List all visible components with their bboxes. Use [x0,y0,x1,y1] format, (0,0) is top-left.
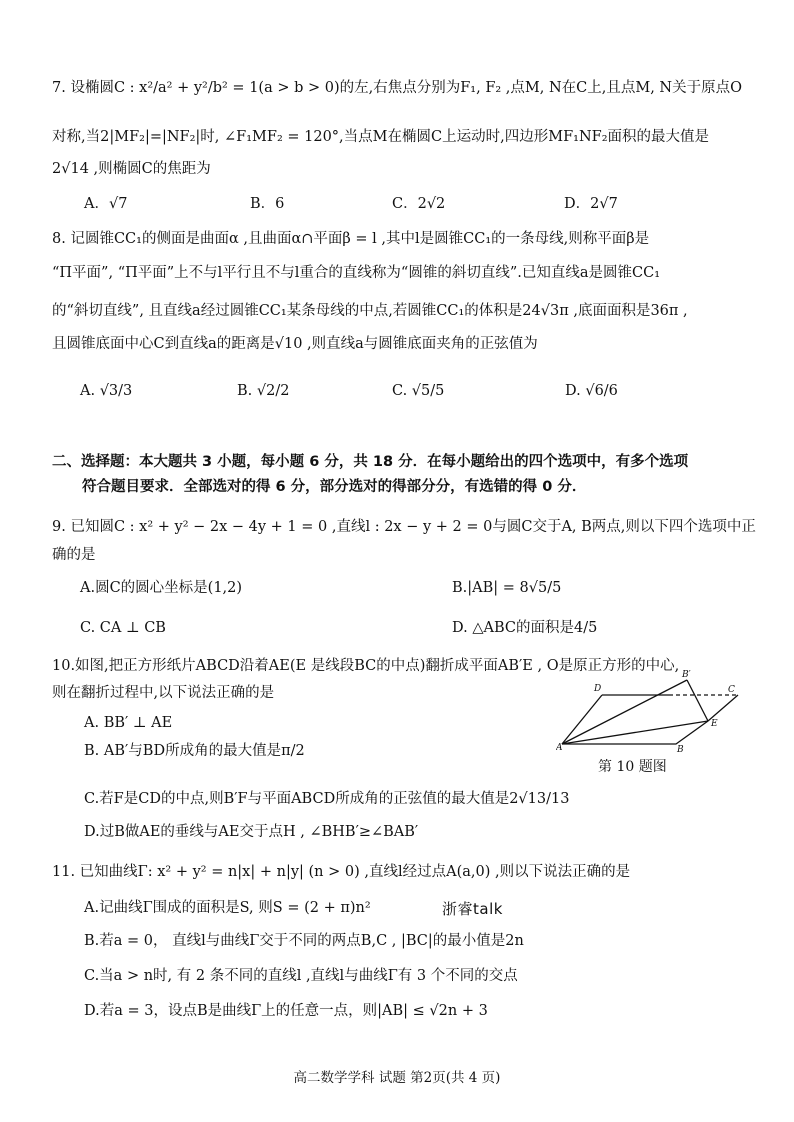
section2-heading: 二、选择题：本大题共 3 小题，每小题 6 分，共 18 分．在每小题给出的四个选项中，有多个选项 [52,454,689,470]
q9-line1: 9. 已知圆C : x² + y² − 2x − 4y + 1 = 0 ,直线l : 2x − y + 2 = 0与圆C交于A, B两点,则以下四个选项中正 [52,519,756,535]
fig-label-b: B [677,745,684,754]
q10-figure [556,668,746,754]
q8-option-a: A. √3/3 [80,383,133,399]
fig-label-bprime: B′ [682,670,691,680]
fig-label-a: A [556,743,563,753]
watermark: 浙睿talk [442,900,503,918]
q10-line1: 10.如图,把正方形纸片ABCD沿着AE(E 是线段BC的中点)翻折成平面AB′E , O是原正方形的中心, [52,658,680,674]
q10-option-a: A. BB′ ⊥ AE [84,715,173,731]
section2-heading-cont: 符合题目要求．全部选对的得 6 分，部分选对的得部分分，有选错的得 0 分． [82,479,587,495]
q7-option-d: D．2√7 [564,196,618,212]
q7-option-b: B．6 [250,196,285,212]
q7-line2: 对称,当2|MF₂|=|NF₂|时, ∠F₁MF₂ = 120°,当点M在椭圆C上运动时,四边形MF₁NF₂面积的最大值是 [52,129,710,145]
q9-option-b: B.|AB| = 8√5/5 [452,580,562,596]
q8-line1: 8. 记圆锥CC₁的侧面是曲面α ,且曲面α∩平面β = l ,其中l是圆锥CC₁的一条母线,则称平面β是 [52,231,650,247]
q10-option-b: B. AB′与BD所成角的最大值是π/2 [84,743,305,759]
fig-edge-bpe [687,680,708,721]
fig-edge-ad [562,695,602,744]
q11-option-a: A.记曲线Γ围成的面积是S, 则S = (2 + π)n² [84,900,371,916]
q9-option-a: A.圆C的圆心坐标是(1,2) [80,580,243,596]
q11-option-b: B.若a = 0， 直线l与曲线Γ交于不同的两点B,C , |BC|的最小值是2n [84,933,524,949]
fig-label-d: D [594,684,602,694]
q8-line3: 的“斜切直线”, 且直线a经过圆锥CC₁某条母线的中点,若圆锥CC₁的体积是24√3π ,底面面积是36π , [52,303,688,319]
q7-line1: 7. 设椭圆C : x²/a² + y²/b² = 1(a > b > 0)的左,右焦点分别为F₁, F₂ ,点M, N在C上,且点M, N关于原点O [52,80,743,96]
q10-figure-caption: 第 10 题图 [598,759,667,775]
q9-option-d: D. △ABC的面积是4/5 [452,620,598,636]
q8-option-d: D. √6/6 [565,383,618,399]
q10-line2: 则在翻折过程中,以下说法正确的是 [52,685,275,701]
q11-option-c: C.当a > n时, 有 2 条不同的直线l ,直线l与曲线Γ有 3 个不同的交点 [84,968,518,984]
q10-option-d: D.过B做AE的垂线与AE交于点H , ∠BHB′≥∠BAB′ [84,824,419,840]
q7-option-c: C．2√2 [392,196,446,212]
q9-line2: 确的是 [52,547,96,563]
q8-line2: “Π平面”, “Π平面”上不与l平行且不与l重合的直线称为“圆锥的斜切直线”.已知直线a是圆锥CC₁ [52,265,661,281]
q11-option-d: D.若a = 3，设点B是曲线Γ上的任意一点，则|AB| ≤ √2n + 3 [84,1003,488,1019]
q8-line4: 且圆锥底面中心C到直线a的距离是√10 ,则直线a与圆锥底面夹角的正弦值为 [52,336,538,352]
q10-option-c: C.若F是CD的中点,则B′F与平面ABCD所成角的正弦值的最大值是2√13/13 [84,791,570,807]
page-footer: 高二数学学科 试题 第2页(共 4 页) [293,1070,501,1086]
q7-line3: 2√14 ,则椭圆C的焦距为 [52,161,211,177]
fig-label-e: E [711,719,718,729]
q8-option-c: C. √5/5 [392,383,445,399]
fig-label-c: C [728,685,735,695]
q11-line1: 11. 已知曲线Γ: x² + y² = n|x| + n|y| (n > 0) ,直线l经过点A(a,0) ,则以下说法正确的是 [52,864,631,880]
q7-option-a: A．√7 [84,196,128,212]
q9-option-c: C. CA ⊥ CB [80,620,166,636]
q8-option-b: B. √2/2 [237,383,290,399]
